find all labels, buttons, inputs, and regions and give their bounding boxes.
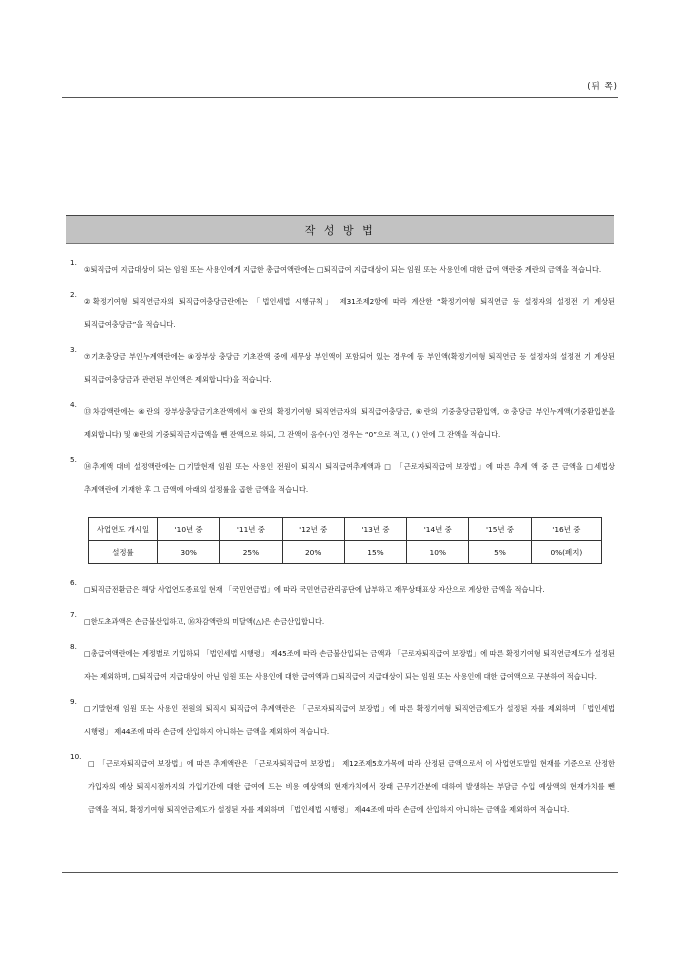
table-cell: '11년 중 <box>220 518 282 541</box>
item-text: ②확정기여형 퇴직연금자의 퇴직급여충당금란에는 「법인세법 시행규칙」 제31조제2항에 따라 계산한 “확정기여형 퇴직연금 등 설정자의 설정전 기 계상된 퇴직급여충당금”을 적습니다. <box>84 297 615 329</box>
item-number: 3. <box>70 345 77 354</box>
table-row <box>89 541 602 564</box>
item-text: ⑬차감액란에는 ④란의 장부상충당금기초잔액에서 ⑤란의 확정기여형 퇴직연금자의 퇴직급여충당금, ⑥란의 기중충당금환입액, ⑦충당금 부인누계액(기중환입분을 제외합니다) 및 ⑧란의 기중퇴직금지급액을 뺀 잔액으로 하되, 그 잔액이 음수(-)인 경우는 “0”으로 적고, ( ) 안에 그 잔액을 적습니다. <box>84 407 615 439</box>
list-item <box>70 752 615 821</box>
table-header-cell: 사업연도 개시일 <box>89 518 158 541</box>
table-cell: 10% <box>407 541 469 564</box>
table-cell: '12년 중 <box>282 518 344 541</box>
table-row <box>89 518 602 541</box>
table-cell: '10년 중 <box>158 518 220 541</box>
item-number: 4. <box>70 400 77 409</box>
item-number: 2. <box>70 290 77 299</box>
list-item <box>70 258 615 281</box>
item-number: 5. <box>70 455 77 464</box>
list-item <box>70 455 615 501</box>
list-item <box>70 578 615 601</box>
item-text: ⑭추계액 대비 설정액란에는 □기말현재 임원 또는 사용인 전원이 퇴직시 퇴직급여추계액과 □ 「근로자퇴직급여 보장법」에 따른 추계 액 중 큰 금액을 □세법상 추계액란에 기재한 후 그 금액에 아래의 설정률을 곱한 금액을 적습니다. <box>84 462 615 494</box>
list-item <box>70 400 615 446</box>
top-rule <box>62 97 618 98</box>
list-item <box>70 290 615 336</box>
item-number: 10. <box>70 752 82 761</box>
table-cell: 15% <box>344 541 406 564</box>
instruction-list <box>70 258 615 510</box>
item-text: □퇴직금전환금은 해당 사업연도종료일 현재 「국민연금법」에 따라 국민연금관리공단에 납부하고 재무상태표상 자산으로 계상한 금액을 적습니다. <box>84 585 545 594</box>
item-text: □ 「근로자퇴직급여 보장법」에 따른 추계액란은 「근로자퇴직급여 보장법」 제12조제5호가목에 따라 산정된 금액으로서 이 사업연도말일 현재를 기준으로 산정한 가입자의 예상 퇴직시점까지의 가입기간에 대한 급여에 드는 비용 예상액의 현재가치에서 장래 근무기간분에 대하여 발생하는 부담금 수입 예상액의 현재가치를 뺀 금액을 적되, 확정기여형 퇴직연금제도가 설정된 자를 제외하며 「법인세법 시행령」 제44조에 따라 손금에 산입하지 아니하는 금액을 제외하여 적습니다. <box>88 759 615 814</box>
item-number: 9. <box>70 697 77 706</box>
backside-label: (뒤 쪽) <box>587 82 618 92</box>
item-number: 8. <box>70 642 77 651</box>
table-cell: 5% <box>469 541 531 564</box>
section-title: 작 성 방 법 <box>66 215 614 244</box>
list-item <box>70 610 615 633</box>
item-text: □총급여액란에는 계정별로 기입하되 「법인세법 시행령」 제45조에 따라 손금불산입되는 금액과 「근로자퇴직급여 보장법」에 따른 확정기여형 퇴직연금제도가 설정된 자는 제외하며, □퇴직급여 지급대상이 아닌 임원 또는 사용인에 대한 급여액과 □퇴직급여 지급대상이 되는 임원 또는 사용인에 대한 급여액으로 구분하여 적습니다. <box>84 649 615 681</box>
rate-table <box>88 517 602 564</box>
list-item <box>70 697 615 743</box>
item-text: ①퇴직급여 지급대상이 되는 임원 또는 사용인에게 지급한 총급여액란에는 □퇴직급여 지급대상이 되는 임원 또는 사용인에 대한 급여 액란중 계란의 금액을 적습니다. <box>84 265 602 274</box>
table-cell: 20% <box>282 541 344 564</box>
table-cell: '14년 중 <box>407 518 469 541</box>
table-cell: 0%(폐지) <box>531 541 601 564</box>
list-item <box>70 345 615 391</box>
item-text: □기말현재 임원 또는 사용인 전원의 퇴직시 퇴직급여 추계액란은 「근로자퇴직급여 보장법」에 따른 확정기여형 퇴직연금제도가 설정된 자를 제외하며 「법인세법 시행령」 제44조에 따라 손금에 산입하지 아니하는 금액을 제외하여 적습니다. <box>84 704 615 736</box>
table-header-cell: 설정률 <box>89 541 158 564</box>
table-cell: 30% <box>158 541 220 564</box>
table-cell: '16년 중 <box>531 518 601 541</box>
instruction-list-continued <box>70 578 615 830</box>
item-text: ⑦기초충당금 부인누계액란에는 ④장부상 충당금 기초잔액 중에 세무상 부인액이 포함되어 있는 경우에 동 부인액(확정기여형 퇴직연금 등 설정자의 설정전 기 계상된 퇴직급여충당금과 관련된 부인액은 제외합니다)을 적습니다. <box>84 352 615 384</box>
list-item <box>70 642 615 688</box>
bottom-rule <box>62 872 618 873</box>
table-cell: '13년 중 <box>344 518 406 541</box>
item-number: 6. <box>70 578 77 587</box>
item-number: 7. <box>70 610 77 619</box>
table-cell: '15년 중 <box>469 518 531 541</box>
item-number: 1. <box>70 258 77 267</box>
table-cell: 25% <box>220 541 282 564</box>
item-text: □한도초과액은 손금불산입하고, ⑯차감액란의 미달액(△)은 손금산입합니다. <box>84 617 325 626</box>
